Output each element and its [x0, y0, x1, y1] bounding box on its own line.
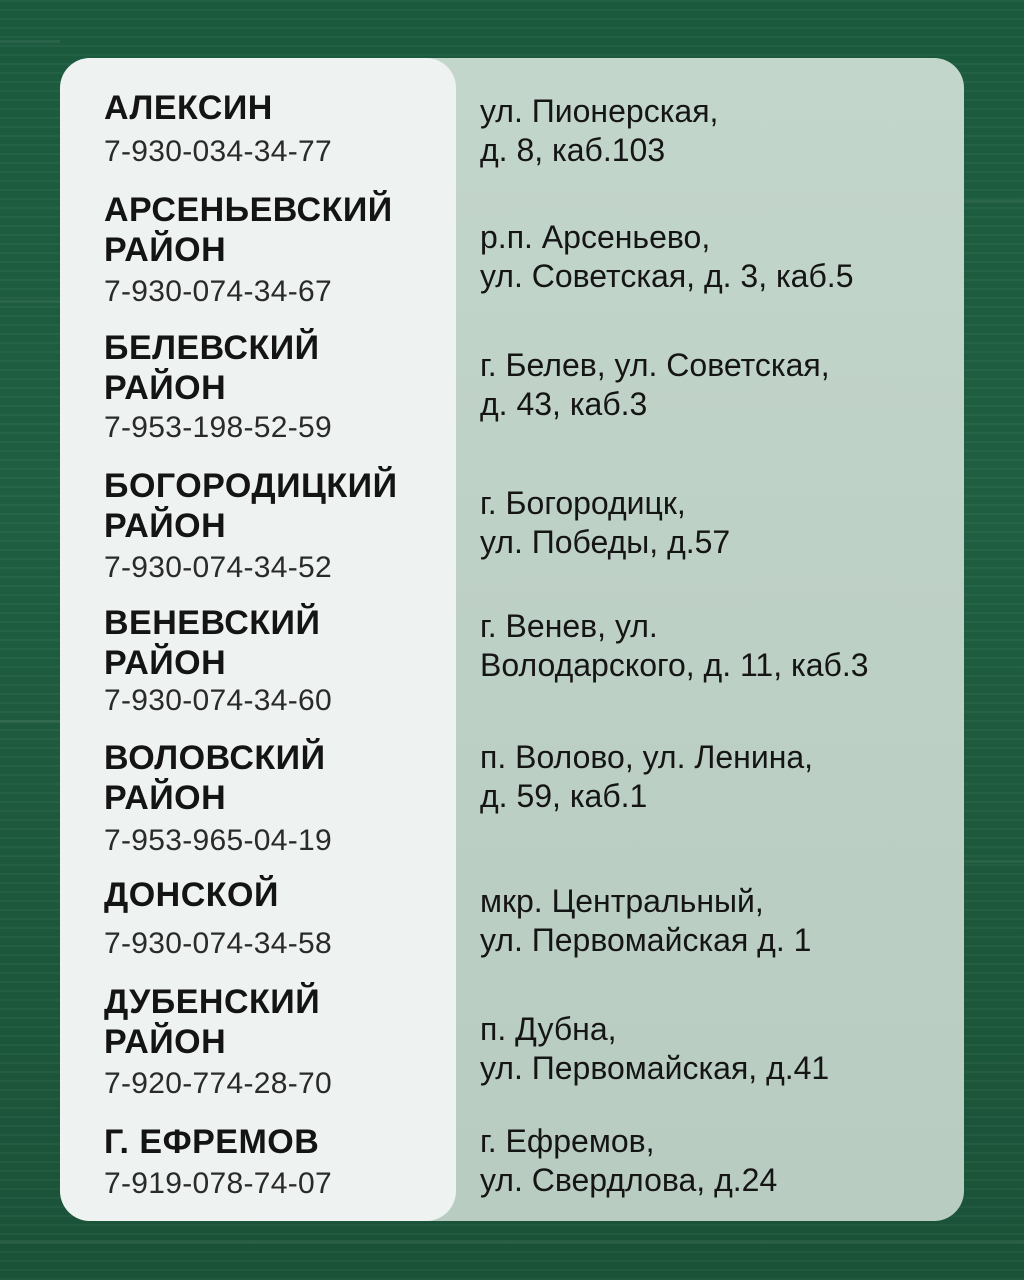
district-name: БЕЛЕВСКИЙ РАЙОН	[104, 329, 320, 407]
office-address: г. Белев, ул. Советская, д. 43, каб.3	[480, 347, 830, 422]
phone-number: 7-930-074-34-67	[104, 275, 332, 308]
district-name: ДОНСКОЙ	[104, 876, 279, 914]
office-address: г. Богородицк, ул. Победы, д.57	[480, 485, 731, 560]
phone-number: 7-930-074-34-52	[104, 551, 332, 584]
office-address: г. Ефремов, ул. Свердлова, д.24	[480, 1123, 778, 1198]
phone-number: 7-920-774-28-70	[104, 1067, 332, 1100]
background-streak	[0, 720, 60, 723]
office-address: п. Дубна, ул. Первомайская, д.41	[480, 1011, 830, 1086]
phone-number: 7-930-074-34-58	[104, 927, 332, 960]
phone-number: 7-930-034-34-77	[104, 135, 332, 168]
district-name: БОГОРОДИЦКИЙ РАЙОН	[104, 467, 398, 545]
background-streak	[0, 1240, 1024, 1243]
phone-number: 7-953-965-04-19	[104, 824, 332, 857]
district-name: ВЕНЕВСКИЙ РАЙОН	[104, 604, 321, 682]
office-address: ул. Пионерская, д. 8, каб.103	[480, 93, 719, 168]
background-streak	[0, 40, 60, 43]
phone-number: 7-930-074-34-60	[104, 684, 332, 717]
district-name: Г. ЕФРЕМОВ	[104, 1123, 320, 1161]
district-name: АРСЕНЬЕВСКИЙ РАЙОН	[104, 191, 393, 269]
background-streak	[964, 200, 1024, 203]
office-address: п. Волово, ул. Ленина, д. 59, каб.1	[480, 739, 814, 814]
office-address: р.п. Арсеньево, ул. Советская, д. 3, каб.5	[480, 219, 854, 294]
contacts-card	[60, 58, 964, 1221]
office-address: г. Венев, ул. Володарского, д. 11, каб.3	[480, 608, 869, 683]
background-streak	[964, 860, 1024, 863]
district-name: АЛЕКСИН	[104, 89, 273, 127]
phone-number: 7-919-078-74-07	[104, 1167, 332, 1200]
district-name: ВОЛОВСКИЙ РАЙОН	[104, 739, 326, 817]
district-name: ДУБЕНСКИЙ РАЙОН	[104, 983, 321, 1061]
background-streak	[0, 300, 60, 303]
office-address: мкр. Центральный, ул. Первомайская д. 1	[480, 883, 812, 958]
phone-number: 7-953-198-52-59	[104, 411, 332, 444]
